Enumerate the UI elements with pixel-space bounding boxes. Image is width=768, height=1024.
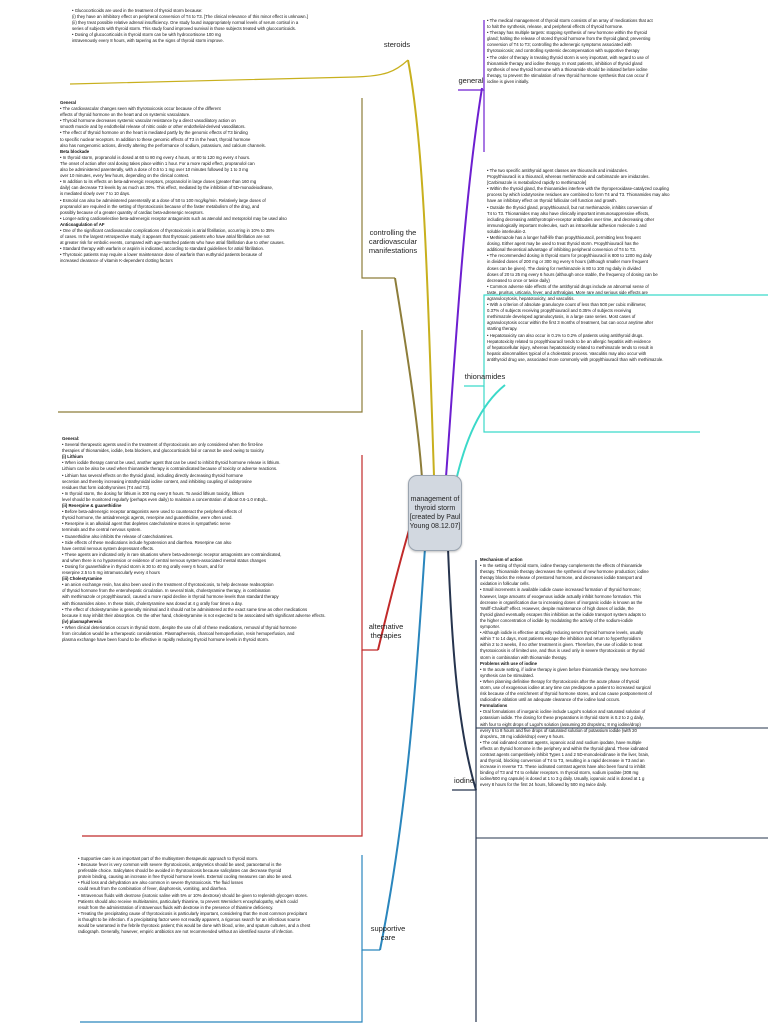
text-line: • Lithium has several effects on the thyroid gland, including directly decreasing thyroid hormone <box>62 472 244 478</box>
text-line: with methimazole or propylthiouracil, caused a more rapid decline in thyroid hormone levels than standard therapy <box>62 594 279 600</box>
text-line: iodine is given initially. <box>487 78 530 84</box>
text-line: effects of thyroid hormone on the heart and on systemic vasculature. <box>60 112 191 118</box>
text-line: binding of T3 and T4 to cellular receptors. In thyroid storm, sodium ipodate (308 mg <box>480 770 639 776</box>
text-line: Mechanism of action <box>480 557 523 562</box>
text-line: series of subjects with thyroid storm. This study found improved survival in those subjects treated with glucocorticoids. <box>72 26 296 32</box>
text-line: • The effect of cholestyramine is generally minimal and it should not be administered at the exact same time as other medications <box>62 606 308 612</box>
text-line: thyroid hormone, the antiadrenergic agents, reserpine and guanethidine, were often used. <box>62 515 233 521</box>
text-line: • Dosing for guanethidine in thyroid storm is 30 to 40 mg orally every 6 hours, and for <box>62 563 224 569</box>
text-line: gland; halting the release of stored thyroid hormone from the thyroid gland; preventing <box>487 36 651 42</box>
text-line: also be administered parenterally, with a dose of 0.5 to 1 mg over 10 minutes followed by 1 to 3 mg <box>60 167 249 173</box>
text-line: 0.37% of subjects receiving propylthiouracil and 0.35% of subjects receiving <box>487 308 632 314</box>
text-line: • Longer-acting cardioselective beta-adrenergic receptor antagonists such as atenolol and metoprolol may be used also <box>60 215 287 221</box>
connector-iodine <box>448 548 476 790</box>
underline-alternative <box>362 455 378 650</box>
text-line: • Within the thyroid gland, the thionamides interfere with the thyroperoxidase-catalyzed coupling <box>487 186 669 192</box>
text-line: protein binding, causing an increase in free thyroid hormone levels. External cooling measures can also be used. <box>78 874 293 880</box>
text-line: • When clinical deterioration occurs in thyroid storm, despite the use of all of these medications, removal of thyroid hormone <box>62 624 297 630</box>
text-line: however, large amounts of exogenous iodide actually inhibit hormone formation. This <box>480 593 642 599</box>
text-line: to specific nuclear receptors. In addition to these genomic effects of T3 in the heart, thyroid hormone <box>60 136 251 142</box>
text-line: • Fluid loss and dehydration are also common in severe thyrotoxicosis. The fluid losses <box>78 880 244 886</box>
text-line: thyrotoxicosis; and controlling systemic decompensation with supportive therapy <box>487 48 640 54</box>
text-line: • Esmolol can also be administered parenterally at a dose of 50 to 100 mcg/kg/min. Relatively large doses of <box>60 197 266 203</box>
text-line: of thyroid hormone from the enterohepatic circulation. In several trials, cholestyramine therapy, in combination <box>62 588 271 594</box>
text-line: Lithium can be also be used when thionamide therapy is contraindicated because of toxicity or adverse reactions. <box>62 466 278 472</box>
central-topic-text: management of thyroid storm [created by Paul Young 08.12.07] <box>409 496 461 530</box>
text-line: the higher concentration of iodide by modulating the activity of the sodium-iodide <box>480 617 633 623</box>
text-line: • The medical management of thyroid storm consists of an array of medications that act <box>487 18 653 23</box>
text-line: Beta blockade <box>60 148 90 154</box>
text-line: • When iodide therapy cannot be used, another agent that can be used to inhibit thyroid hormone release is lithium. <box>62 460 281 466</box>
text-line: and when there is no hypotension or evidence of central nervous system-associated mental status changes <box>62 557 266 563</box>
text-line: additional theoretical advantage of inhibiting peripheral conversion of T4 to T3. <box>487 247 636 253</box>
text-line: radioiodine ablation until an adequate clearance of the iodine load occurs. <box>480 697 621 703</box>
text-line: potassium iodide. The dosing for these preparations in thyroid storm is 0.2 to 2 g daily, <box>480 715 644 721</box>
text-line: also has nongenomic actions, directly altering the performance of sodium, potassium, and calcium channels. <box>60 142 266 148</box>
text-line: • The order of therapy in treating thyroid storm is very important, with regard to use of <box>487 54 649 60</box>
text-line: including decreasing antithyrotropin-receptor antibodies over time, and decreasing other <box>487 216 655 222</box>
iodine-text <box>480 557 765 1022</box>
text-line: daily) can decrease T3 levels by as much as 30%. This effect, mediated by the inhibition of 5D-monodeiodinase, <box>60 185 274 191</box>
text-line: possibly because of a greater quantity of cardiac beta-adrenergic receptors. <box>60 209 204 215</box>
text-line: • Methimazole has a longer half-life than propylthiouracil, permitting less frequent <box>487 235 641 241</box>
text-line: every 8 hours for the first 24 hours, followed by 500 mg twice daily. <box>480 782 607 788</box>
text-line: soluble interleukin-2. <box>487 228 527 234</box>
text-line: • Before beta-adrenergic receptor antagonists were used to counteract the peripheral effects of <box>62 509 242 515</box>
text-line: • Common adverse side effects of the antithyroid drugs include an abnormal sense of <box>487 283 649 289</box>
text-line: contrast agents competitively inhibit Types 1 and 2 5D-monodeiodinase in the liver, brain, <box>480 752 650 757</box>
text-line: because it may inhibit their absorption. On the other hand, cholestyramine is not expected to be associated with significant adverse effects. <box>62 612 326 618</box>
text-line: with four to eight drops of Lugol's solution (assuming 20 drops/mL; 8 mg iodine/drop) <box>480 721 641 727</box>
text-line: intravenously every 8 hours, with tapering as the signs of thyroid storm improve. <box>72 38 224 44</box>
text-line: • Dosing of glucocorticoids in thyroid storm can be with hydrocortisone 100 mg <box>72 32 221 38</box>
text-line: (i) they have an inhibitory effect on peripheral conversion of T4 to T3. [The clinical relevance of this minor effect is unknown.] <box>72 14 308 20</box>
text-line: preferable choice. Salicylates should be avoided in thyrotoxicosis because salicylates can decrease thyroid <box>78 868 282 874</box>
text-line: • In thyroid storm, the dosing for lithium is 300 mg every 8 hours. To avoid lithium toxicity, lithium <box>62 490 245 496</box>
text-line: secretion and thereby increasing intrathyroidal iodine content, and inhibiting coupling of iodotyrosine <box>62 478 252 484</box>
text-line: taste, pruritus, urticaria, fever, and arthralgias. More rare and serious side effects are <box>487 289 648 295</box>
text-line: doses can be given). The dosing for methimazole is 80 to 100 mg daily in divided <box>487 265 641 271</box>
text-line: agranulocytosis, hepatotoxicity, and vasculitis. <box>487 295 575 301</box>
text-line: • The effect of thyroid hormone on the heart is mediated partly by the genomic effects of T3 binding <box>60 130 248 136</box>
text-line: The onset of action after oral dosing takes place within 1 hour. For a more rapid effect, propranolol can <box>60 160 255 166</box>
text-line: • Glucocorticoids are used in the treatment of thyroid storm because: <box>72 8 203 13</box>
text-line: increased clearance of vitamin K-dependent clotting factors <box>60 258 173 264</box>
text-line: • Treating the precipitating cause of thyrotoxicosis is particularly important, considering that the most common precipitant <box>78 910 307 916</box>
text-line: decrease in organification due to increasing doses of inorganic iodide is known as the <box>480 599 643 605</box>
text-line: [Carbimazole is metabolized rapidly to methimazole] <box>487 180 587 186</box>
text-line: T4 to T3. Thionamides may also have clinically important immunosuppressive effects, <box>487 210 650 216</box>
text-line: • These agents are indicated only in rare situations where beta-adrenergic receptor antagonists are contraindicated, <box>62 551 282 557</box>
text-line: • Hepatotoxicity can also occur in 0.1% to 0.2% of patients using antithyroid drugs. <box>487 332 644 338</box>
text-line: • Side effects of these medications include hypotension and diarrhea. Reserpine can also <box>62 539 232 545</box>
text-line: (i) Lithium <box>62 454 83 460</box>
text-line: therapy blocks the release of prestored hormone, and decreases iodide transport and <box>480 575 643 581</box>
text-line: (ii) they treat possible relative adrenal insufficiency. One study found inappropriately normal levels of serum cortisol in a <box>72 20 299 26</box>
text-line: dosing. Either agent may be used to treat thyroid storm. Propylthiouracil has the <box>487 241 639 247</box>
text-line: conversion of T4 to T3; controlling the adrenergic symptoms associated with <box>487 42 632 48</box>
text-line: • The recommended dosing in thyroid storm for propylthiouracil is 800 to 1200 mg daily <box>487 253 652 259</box>
text-line: have an inhibitory effect on thyroid follicular cell function and growth. <box>487 198 617 204</box>
text-line: within 2 to 3 weeks, if no other treatment is given. Therefore, the use of iodide to treat <box>480 642 643 648</box>
text-line: • In thyroid storm, propranolol is dosed at 60 to 80 mg every 4 hours, or 80 to 120 mg every 4 hours. <box>60 154 251 160</box>
text-line: radiograph. Generally, however, empiric antibiotics are not recommended without an identified source of infection. <box>78 929 294 935</box>
text-line: reserpine 2.5 to 5 mg intramuscularly every 4 hours <box>62 570 160 576</box>
branch-label-supportive: supportive care <box>370 924 406 942</box>
text-line: • With a criterion of absolute granulocyte count of less than 500 per cubic millimeter, <box>487 302 647 308</box>
text-line: therapy. Thionamide therapy decreases the synthesis of new hormone production; iodine <box>480 569 649 575</box>
text-line: increase in reverse T3. These iodinated contrast agents have also been found to inhibit <box>480 764 646 770</box>
text-line: • an anion exchange resin, has also been used in the treatment of thyrotoxicosis, to help decrease reabsorption <box>62 582 274 588</box>
text-line: • Therapy has multiple targets: stopping synthesis of new hormone within the thyroid <box>487 30 648 36</box>
steroids-text <box>72 8 362 84</box>
text-line: result from the administration of intravenous fluids with dextrose in the presence of thiamine deficiency. <box>78 904 274 910</box>
text-line: • In addition to its effects on beta-adrenergic receptors, propranolol in large doses (greater than 160 mg <box>60 179 257 185</box>
text-line: residues that form iodothyronines (T4 and T3). <box>62 484 151 490</box>
text-line: • In the acute setting, if iodine therapy is given before thionamide therapy, new hormone <box>480 666 647 672</box>
text-line: smooth muscle and by endothelial release of nitric oxide or other endothelial-derived vasodilators. <box>60 124 246 130</box>
text-line: hepatic abnormalities typical of a cholestatic process. Vasculitis may also occur with <box>487 350 647 356</box>
text-line: Formulations <box>480 703 508 709</box>
text-line: doses of 20 to 25 mg every 6 hours (although once stable, the frequency of dosing can be <box>487 271 658 277</box>
text-line: • The cardiovascular changes seen with thyrotoxicosis occur because of the different <box>60 106 221 112</box>
text-line: from circulation would be a therapeutic consideration. Plasmapheresis, charcoal hemoperfusion, resin hemoperfusion, and <box>62 631 295 636</box>
controlling-text <box>60 100 360 412</box>
text-line: Patients should also receive multivitamins, particularly thiamine, to prevent Wernicke's encephalopathy, which could <box>78 898 298 904</box>
connector-controlling <box>395 278 422 478</box>
branch-label-iodine: iodine <box>453 776 475 785</box>
text-line: Anticoagulation of AF <box>60 221 105 227</box>
central-topic <box>408 475 462 551</box>
general-text <box>487 18 765 154</box>
text-line: and thyroid, blocking conversion of T4 to T3, resulting in a rapid decrease in T3 and an <box>480 758 645 764</box>
text-line: therapy, to prevent the stimulation of new thyroid hormone synthesis that can occur if <box>487 72 649 78</box>
text-line: immunologically important molecules, such as intracellular adhesion molecule 1 and <box>487 222 647 228</box>
text-line: at greater risk for embolic events, compared with age-matched patients who have atrial fibrillation due to other causes. <box>60 240 285 246</box>
text-line: have central nervous system depressant effects. <box>62 545 155 551</box>
text-line: • Guanethidine also inhibits the release of catecholamines. <box>62 533 174 539</box>
text-line: storm, use of exogenous iodine at any time can predispose a patient to increased surgical <box>480 684 651 690</box>
text-line: thyroid gland eventually escapes this inhibition as the iodide transport system adapts to <box>480 611 646 617</box>
text-line: • Outside the thyroid gland, propylthiouracil, but not methimazole, inhibits conversion of <box>487 204 653 210</box>
text-line: iodine/500 mg capsule) is dosed at 1 to 3 g daily. Usually, iopanoic acid is dosed at 1 g <box>480 776 645 782</box>
text-line: over 10 minutes, every few hours, depending on the clinical context. <box>60 173 190 179</box>
text-line: decreased to once or twice daily) <box>487 277 550 283</box>
text-line: would be warranted in the febrile thyrotoxic patient; this would be done with blood, urine, and sputum cultures, and a chest <box>78 923 311 929</box>
text-line: • Several therapeutic agents used in the treatment of thyrotoxicosis are only considered when the first-line <box>62 442 263 448</box>
branch-label-controlling: controlling the cardiovascular manifestations <box>368 228 418 255</box>
connector-supportive <box>380 548 425 950</box>
branch-label-steroids: steroids <box>383 40 411 49</box>
text-line: in divided doses of 200 mg or 300 mg every 6 hours (although smaller more frequent <box>487 259 648 265</box>
connector-steroids <box>408 60 434 476</box>
text-line: therapies of thionamides, iodide, beta blockers, and glucocorticoids fail or cannot be used owing to toxicity. <box>62 448 265 454</box>
text-line: methimazole developed agranulocytosis, in a large case series. Most cases of <box>487 314 636 320</box>
alternative-text <box>62 436 360 838</box>
text-line: Propylthiouracil is a thiouracil, whereas methimazole and carbimazole are imidazoles. <box>487 174 650 180</box>
thionamides-text <box>487 168 765 554</box>
text-line: • Small increments in available iodide cause increased formation of thyroid hormone; <box>480 587 641 593</box>
text-line: Problems with use of iodine <box>480 660 538 666</box>
branch-label-thionamides: thionamides <box>464 372 506 381</box>
text-line: (iv) plasmapheresis <box>62 618 103 624</box>
text-line: • Intravenous fluids with dextrose (isotonic saline with 5% or 10% dextrose) should be given to replenish glycogen stores. <box>78 892 308 898</box>
text-line: • One of the significant cardiovascular complications of thyrotoxicosis is atrial fibrillation, occurring in 10% to 35% <box>60 227 275 233</box>
supportive-text <box>78 856 362 1022</box>
text-line: • Thyroid hormone decreases systemic vascular resistance by a direct vasodilatory action on <box>60 118 236 124</box>
text-line: terminals and the central nervous system. <box>62 527 142 533</box>
text-line: (iii) Cholestyramine <box>62 576 102 582</box>
text-line: • Thyrotoxic patients may require a lower maintenance dose of warfarin than euthyroid patients because of <box>60 252 263 258</box>
text-line: • The oral iodinated contrast agents, iopanoic acid and sodium ipodate, have multiple <box>480 739 642 745</box>
text-line: is thought to be infection. If a precipitating factor were not readily apparent, a rigorous search for an infectious source <box>78 916 301 922</box>
text-line: • Supportive care is an important part of the multisystem therapeutic approach to thyroid storm. <box>78 856 259 861</box>
text-line: antithyroid drug use, associated more commonly with propylthiouracil than with methimazole. <box>487 356 664 362</box>
text-line: General: <box>62 436 80 441</box>
text-line: plasma exchange have been found to be effective in rapidly reducing thyroid hormone levels in thyroid storm. <box>62 637 270 643</box>
text-line: General <box>60 100 77 105</box>
text-line: • Standard therapy with warfarin or aspirin is indicated, according to standard guidelines for atrial fibrillation. <box>60 246 265 252</box>
text-line: risk because of the enrichment of thyroid hormone stores, and can cause postponement of <box>480 691 652 697</box>
text-line: • Because fever is very common with severe thyrotoxicosis, antipyretics should be used; paracetamol is the <box>78 862 282 868</box>
text-line: 'Wolff-Chaikoff' effect. However, despite maintenance of high doses of iodide, the <box>480 605 634 611</box>
text-line: agranulocytosis occur within the first 3 months of treatment, but can occur anytime after <box>487 320 654 326</box>
text-line: symporter. <box>480 624 501 630</box>
text-line: process by which iodotyrosine residues are combined to form T4 and T3. Thionamides may also <box>487 192 670 198</box>
text-line: with thionamides alone. In these trials, cholestyramine was dosed at 4 g orally four times a day. <box>62 600 243 606</box>
text-line: within 7 to 14 days, most patients escape the inhibition and return to hyperthyroidism <box>480 636 641 642</box>
text-line: oxidation in follicular cells. <box>480 581 530 587</box>
text-line: thionamide therapy and iodine therapy. In most patients, inhibition of thyroid gland <box>487 60 643 66</box>
text-line: of hepatocellular injury, whereas hepatotoxicity related to methimazole tends to result in <box>487 344 654 350</box>
text-line: is mediated slowly over 7 to 10 days. <box>60 191 131 197</box>
text-line: effects on thyroid hormone in the periphery and within the thyroid gland. These iodinated <box>480 745 649 751</box>
text-line: every 6 to 8 hours and five drops of saturated solution of potassium iodide (with 20 <box>480 727 637 733</box>
text-line: synthesis can be stimulated. <box>480 672 534 678</box>
text-line: • In the setting of thyroid storm, iodine therapy complements the effects of thionamide <box>480 563 643 569</box>
text-line: • When planning definitive therapy for thyrotoxicosis after the acute phase of thyroid <box>480 678 639 684</box>
text-line: synthesis of new thyroid hormone with a thionamide should be initiated before iodine <box>487 66 648 72</box>
text-line: could result from the combination of fever, diaphoresis, vomiting, and diarrhea. <box>78 886 228 892</box>
text-line: (ii) Reserpine & guanethidine <box>62 503 122 509</box>
text-line: starting therapy. <box>487 326 518 332</box>
text-line: of cases. In the largest retrospective study, it appears that thyrotoxic patients who have atrial fibrillation are not <box>60 234 270 240</box>
text-line: to halt the synthesis, release, and peripheral effects of thyroid hormone. <box>487 24 624 30</box>
text-line: propranolol are required in the setting of thyrotoxicosis because of the faster metabolism of the drug, and <box>60 203 260 209</box>
text-line: • Oral formulations of inorganic iodine include Lugol's solution and saturated solution of <box>480 709 646 715</box>
text-line: level should be monitored regularly (perhaps even daily) to maintain a concentration of about 0.6-1.0 mEq/L. <box>62 496 268 502</box>
connector-general <box>446 88 482 477</box>
text-line: thyrotoxicosis is of limited use, and thus is used only in severe thyrotoxicosis or thyroid <box>480 648 645 654</box>
text-line: • Although iodide is effective at rapidly reducing serum thyroid hormone levels, usually <box>480 630 644 636</box>
text-line: storm in combination with thionamide therapy. <box>480 654 568 660</box>
text-line: • Reserpine is an alkaloid agent that depletes catecholamine stores in sympathetic nerve <box>62 521 231 527</box>
branch-label-alternative: alternative therapies <box>368 622 404 640</box>
text-line: • The two specific antithyroid agent classes are thiouracils and imidazoles. <box>487 168 628 173</box>
text-line: drops/mL, 38 mg iodide/drop) every 6 hours. <box>480 733 565 739</box>
text-line: Hepatotoxicity related to propylthiouracil tends to be an allergic hepatitis with evidence <box>487 338 651 344</box>
branch-label-general: general <box>458 76 484 85</box>
